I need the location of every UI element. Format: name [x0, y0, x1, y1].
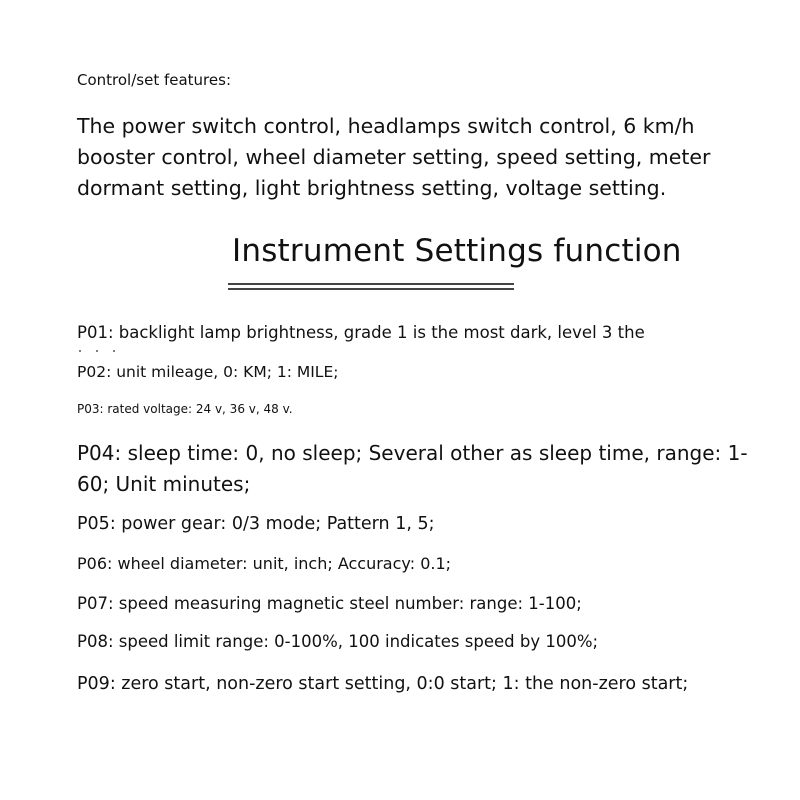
- features-label: Control/set features:: [77, 71, 231, 89]
- param-p07: P07: speed measuring magnetic steel number: range: 1-100;: [77, 594, 582, 613]
- param-p06: P06: wheel diameter: unit, inch; Accuracy: 0.1;: [77, 554, 452, 573]
- param-p09: P09: zero start, non-zero start setting, 0:0 start; 1: the non-zero start;: [77, 674, 689, 694]
- param-p04: P04: sleep time: 0, no sleep; Several other as sleep time, range: 1-60; Unit minutes;: [77, 441, 748, 496]
- section-title: Instrument Settings function: [232, 233, 682, 269]
- param-p05: P05: power gear: 0/3 mode; Pattern 1, 5;: [77, 514, 435, 534]
- param-p08: P08: speed limit range: 0-100%, 100 indicates speed by 100%;: [77, 632, 599, 651]
- param-p01: P01: backlight lamp brightness, grade 1 is the most dark, level 3 the: [77, 323, 645, 342]
- rule-line-bottom: [228, 288, 514, 290]
- param-p02: P02: unit mileage, 0: KM; 1: MILE;: [77, 363, 339, 381]
- rule-line-top: [228, 283, 514, 285]
- p01-truncated-line: [77, 347, 127, 355]
- title-double-rule: [228, 283, 514, 291]
- features-description: The power switch control, headlamps switch control, 6 km/h booster control, wheel diameter setting, speed setting, meter dormant setting, light brightness setting, voltage setting.: [77, 114, 711, 200]
- param-p03: P03: rated voltage: 24 v, 36 v, 48 v.: [77, 402, 293, 416]
